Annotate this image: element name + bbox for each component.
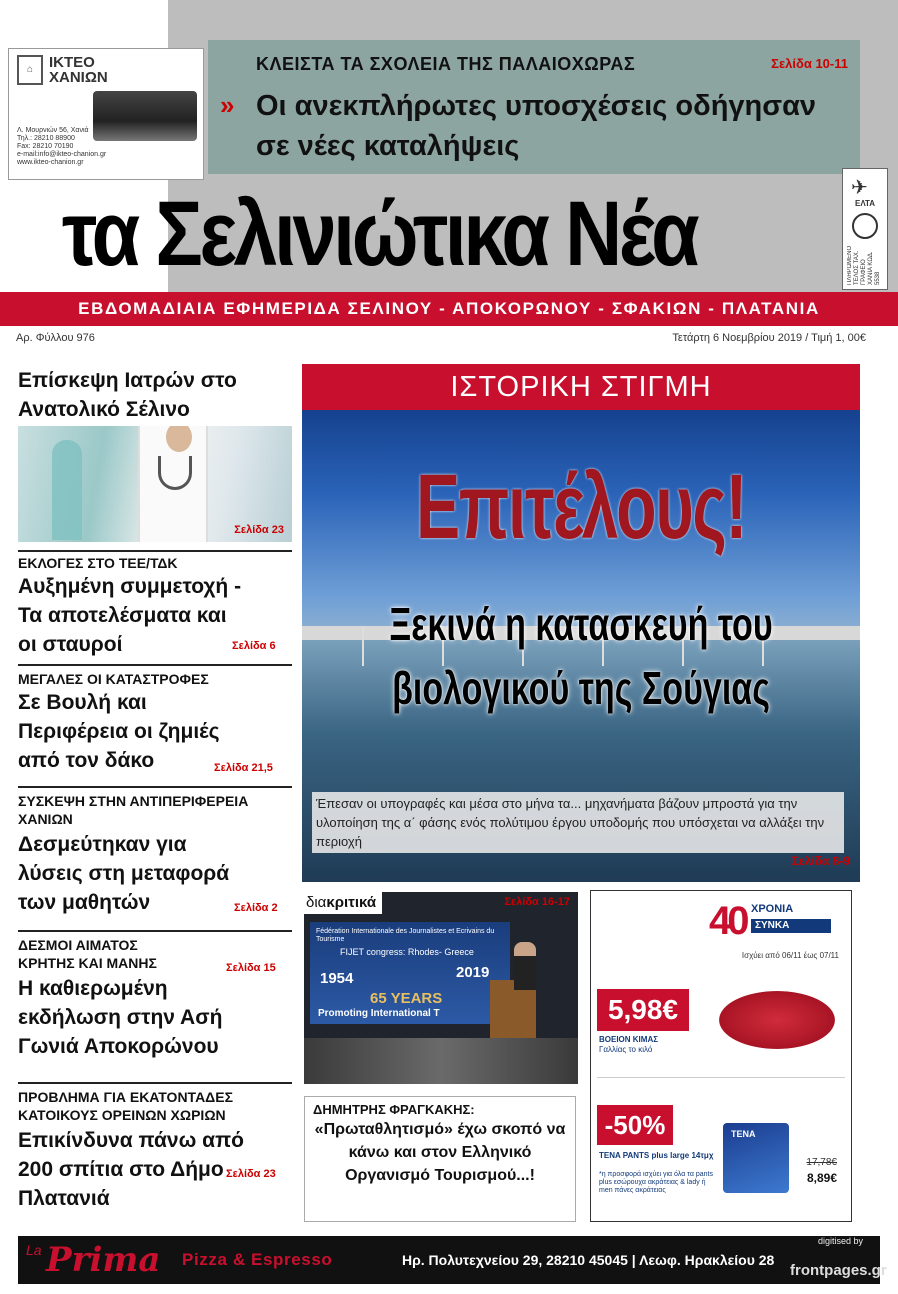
digitised-by: digitised by [818, 1236, 864, 1246]
elta-circle-icon [852, 213, 878, 239]
truck-image [93, 91, 197, 141]
tee-headline: Αυξημένη συμμετοχή - Τα αποτελέσματα και οι σταυροί [18, 575, 242, 656]
main-feature[interactable] [302, 364, 860, 882]
divider [18, 786, 292, 788]
screen-line2: FIJET congress: Rhodes- Greece [340, 947, 474, 957]
speaker-figure [514, 942, 536, 990]
diakritika-label [304, 892, 382, 914]
bird-icon: ✈ [851, 177, 868, 199]
diakritika-photo[interactable] [304, 892, 578, 1084]
promo-text: Promoting International T [318, 1008, 440, 1019]
ikteo-name [49, 55, 108, 85]
top-story-page: Σελίδα 10-11 [771, 56, 848, 71]
doctors-headline[interactable]: Επίσκεψη Ιατρών στο Ανατολικό Σέλινο [18, 369, 237, 421]
discount-badge: -50% [597, 1105, 673, 1145]
ikteo-contact: Λ. Μουρνιών 56, Χανιά Τηλ.: 28210 88900 Fax: 28210 70190 e-mail:info@ikteo-chanion.gr www.ikteo-chanion.gr [17, 127, 107, 166]
meeting-kicker: ΣΥΣΚΕΨΗ ΣΤΗΝ ΑΝΤΙΠΕΡΙΦΕΡΕΙΑ ΧΑΝΙΩΝ [18, 793, 249, 827]
feature-lead: Έπεσαν οι υπογραφές και μέσα στο μήνα τα... μηχανήματα βάζουν μπροστά για την υλοποίηση της α΄ φάσης ενός πολύτιμου έργου υποδομής που υπόσχεται να αλλάξει την περιοχή [312, 792, 844, 853]
year-left: 1954 [320, 970, 354, 987]
product2-note: *η προσφορά ισχύει για όλα τα pants plus εσώρουχα ακράτειας & lady ή men πάνες ακράτειας [599, 1171, 713, 1194]
villages-kicker: ΠΡΟΒΛΗΜΑ ΓΙΑ ΕΚΑΤΟΝΤΑΔΕΣ ΚΑΤΟΙΚΟΥΣ ΟΡΕΙΝΩΝ ΧΩΡΙΩΝ [18, 1089, 233, 1123]
ad-validity: Ισχύει από 06/11 έως 07/11 [741, 951, 839, 960]
damage-page: Σελίδα 21,5 [214, 762, 273, 774]
doctors-image [18, 426, 292, 542]
elta-label: ΕΛΤΑ [855, 199, 876, 208]
tee-kicker: ΕΚΛΟΓΕΣ ΣΤΟ ΤΕΕ/ΤΔΚ [18, 555, 178, 571]
railing-post [362, 626, 364, 666]
double-arrow-icon: » [220, 90, 235, 120]
la-prima-address: Ηρ. Πολυτεχνείου 29, 28210 45045 | Λεωφ. Ηρακλείου 28 [402, 1252, 775, 1268]
ad-logo-bar: ΣΥΝΚΑ [751, 919, 831, 933]
damage-kicker: ΜΕΓΑΛΕΣ ΟΙ ΚΑΤΑΣΤΡΟΦΕΣ [18, 671, 209, 687]
issue-date-price: Τετάρτη 6 Νοεμβρίου 2019 / Τιμή 1, 00€ [672, 332, 866, 344]
divider [18, 1082, 292, 1084]
meeting-story[interactable] [18, 792, 292, 917]
meeting-page: Σελίδα 2 [234, 902, 278, 914]
frontpages-watermark[interactable]: frontpages.gr [790, 1262, 887, 1279]
top-story-kicker: ΚΛΕΙΣΤΑ ΤΑ ΣΧΟΛΕΙΑ ΤΗΣ ΠΑΛΑΙΟΧΩΡΑΣ [256, 54, 636, 74]
divider [18, 664, 292, 666]
price-badge: 5,98€ [597, 989, 689, 1031]
meeting-headline: Δεσμεύτηκαν για λύσεις στη μεταφορά των μαθητών [18, 833, 230, 914]
elta-postage-text: ΠΛΗΡΩΜΕΝΟ ΤΕΛΟΣ ΤΑΧ. ΓΡΑΦΕΙΟ ΧΑΝΙΑ ΚΩΔ. 5538 [847, 245, 881, 285]
issue-number: Αρ. Φύλλου 976 [16, 332, 95, 344]
la-prima-ad[interactable] [18, 1236, 880, 1284]
blood-kicker: ΔΕΣΜΟΙ ΑΙΜΑΤΟΣ ΚΡΗΤΗΣ ΚΑΙ ΜΑΝΗΣ [18, 937, 157, 971]
doctors-page: Σελίδα 23 [234, 524, 284, 536]
synka-ad[interactable] [590, 890, 852, 1222]
newspaper-title: τα Σελινιώτικα Νέα [62, 183, 697, 285]
screen-line1: Fédération Internationale des Journalistes et Ecrivains du Tourisme [316, 928, 495, 943]
new-price: 8,89€ [806, 1171, 837, 1185]
elta-stamp [842, 168, 888, 290]
damage-headline: Σε Βουλή και Περιφέρεια οι ζημιές από τον δάκο [18, 691, 220, 772]
minced-meat-image [719, 991, 835, 1049]
blood-story[interactable] [18, 936, 292, 1061]
diakritika-page: Σελίδα 16-17 [504, 896, 570, 908]
label-part-a: δια [306, 894, 327, 911]
product1-name: ΒΟΕΙΟΝ ΚΙΜΑΣ [599, 1035, 659, 1044]
conference-screen [310, 922, 510, 1024]
pizza-espresso: Pizza & Espresso [182, 1250, 333, 1269]
tee-page: Σελίδα 6 [232, 640, 276, 652]
feature-subheadline: Ξεκινά η κατασκευή του βιολογικού της Σούγιας [389, 598, 773, 714]
old-price: 17,78€ [806, 1157, 837, 1168]
la-prima-la: La [26, 1242, 42, 1258]
ad-divider [597, 1077, 845, 1078]
label-part-b: κριτικά [326, 894, 377, 911]
ikteo-name-line2: ΧΑΝΙΩΝ [49, 69, 108, 86]
blood-headline: Η καθιερωμένη εκδήλωση στην Ασή Γωνιά Αποκορώνου [18, 977, 223, 1058]
blood-page: Σελίδα 15 [226, 962, 276, 974]
divider [18, 550, 292, 552]
stethoscope-icon [158, 456, 192, 490]
diakritika-kicker: ΔΗΜΗΤΡΗΣ ΦΡΑΓΚΑΚΗΣ: [313, 1102, 475, 1117]
feature-kicker-bar: ΙΣΤΟΡΙΚΗ ΣΤΙΓΜΗ [302, 364, 860, 410]
ad-logo-top: ΧΡΟΝΙΑ [751, 903, 794, 915]
tagline: ΕΒΔΟΜΑΔΙΑΙΑ ΕΦΗΜΕΡΙΔΑ ΣΕΛΙΝΟΥ - ΑΠΟΚΟΡΩΝΟΥ - ΣΦΑΚΙΩΝ - ΠΛΑΤΑΝΙΑ [0, 292, 898, 326]
feature-headline: Επιτέλους! [416, 456, 746, 558]
tena-label: TENA [731, 1129, 756, 1139]
years-label: 65 YEARS [370, 990, 443, 1007]
damage-story[interactable] [18, 670, 292, 775]
la-prima-logo: Prima [46, 1240, 161, 1280]
villages-page: Σελίδα 23 [226, 1168, 276, 1180]
product2-name: TENA PANTS plus large 14τμχ [599, 1151, 714, 1160]
villages-story[interactable] [18, 1088, 292, 1213]
diakritika-story[interactable] [304, 1096, 576, 1222]
ikteo-logo-icon: ⌂ [17, 55, 43, 85]
divider [18, 930, 292, 932]
feature-page: Σελίδα 8-9 [791, 854, 850, 868]
product1-sub: Γαλλίας το κιλό [599, 1045, 653, 1054]
ikteo-ad[interactable] [8, 48, 204, 180]
ad-logo-number: 40 [709, 899, 746, 943]
top-story[interactable] [208, 40, 860, 174]
top-story-headline: Οι ανεκπλήρωτες υποσχέσεις οδήγησαν σε νέες καταλήψεις [256, 90, 817, 162]
nurse-figure [52, 440, 82, 540]
diakritika-headline: «Πρωταθλητισμό» έχω σκοπό να κάνω και στον Ελληνικό Οργανισμό Τουρισμού...! [314, 1121, 566, 1184]
villages-headline: Επικίνδυνα πάνω από 200 σπίτια στο Δήμο Πλατανιά [18, 1129, 244, 1210]
ikteo-name-line1: ΙΚΤΕΟ [49, 54, 95, 71]
audience [304, 1038, 578, 1084]
year-right: 2019 [456, 964, 490, 981]
